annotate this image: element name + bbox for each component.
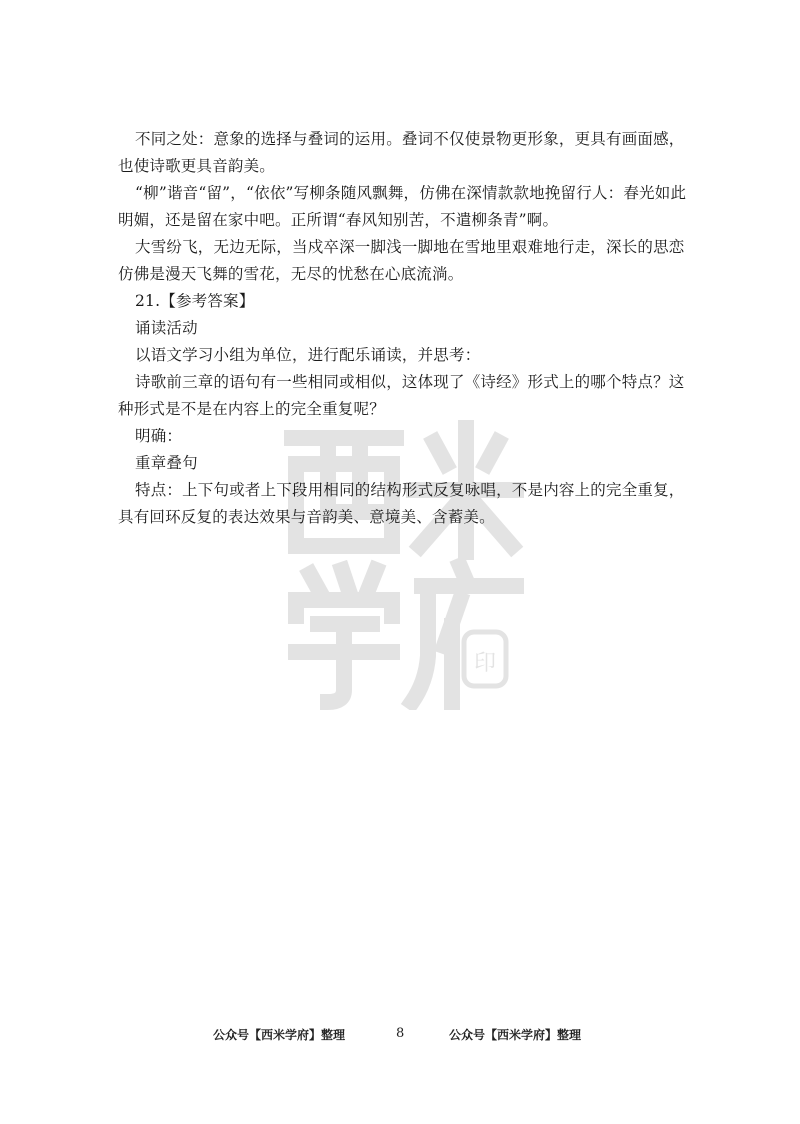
paragraph-difference: 不同之处：意象的选择与叠词的运用。叠词不仅使景物更形象，更具有画面感，也使诗歌更具音韵美。 bbox=[118, 130, 685, 175]
footer-left-credit: 公众号【西米学府】整理 bbox=[213, 1028, 346, 1042]
activity-title: 诵读活动 bbox=[135, 319, 198, 337]
clarify-label: 明确： bbox=[135, 427, 183, 445]
question-text: 诗歌前三章的语句有一些相同或相似，这体现了《诗经》形式上的哪个特点？这种形式是不是在内容上的完全重复呢？ bbox=[118, 373, 685, 418]
term-text: 重章叠句 bbox=[135, 454, 198, 472]
page-number: 8 bbox=[396, 1026, 405, 1041]
feature-text: 特点：上下句或者上下段用相同的结构形式反复咏唱，不是内容上的完全重复，具有回环反复的表达效果与音韵美、意境美、含蓄美。 bbox=[118, 481, 685, 526]
watermark-seal-text: 印 bbox=[473, 651, 497, 676]
activity-intro: 以语文学习小组为单位，进行配乐诵读，并思考： bbox=[135, 346, 481, 364]
document-body bbox=[118, 126, 700, 531]
page-footer bbox=[0, 1026, 800, 1046]
footer-right-credit: 公众号【西米学府】整理 bbox=[449, 1028, 582, 1042]
paragraph-snow: 大雪纷飞，无边无际，当戍卒深一脚浅一脚地在雪地里艰难地行走，深长的思恋仿佛是漫天飞舞的雪花，无尽的忧愁在心底流淌。 bbox=[118, 238, 685, 283]
answer-heading: 21.【参考答案】 bbox=[135, 292, 255, 310]
paragraph-willow: “柳”谐音“留”，“依依”写柳条随风飘舞，仿佛在深情款款地挽留行人：春光如此明媚，还是留在家中吧。正所谓“春风知别苦，不遣柳条青”啊。 bbox=[118, 184, 687, 229]
